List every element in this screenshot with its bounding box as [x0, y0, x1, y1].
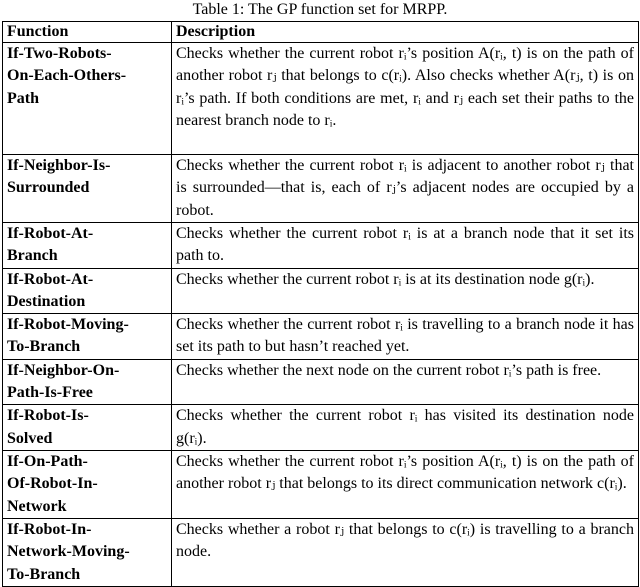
- table-caption: Table 1: The GP function set for MRPP.: [192, 1, 448, 18]
- description-cell: Checks whether the current robot rᵢ is travelling to a branch node it has set its path to but hasn’t reached yet.: [172, 314, 639, 360]
- function-name-cell: If-Two-Robots- On-Each-Others- Path: [3, 43, 172, 155]
- table-row: [3, 223, 639, 269]
- description-cell: Checks whether the next node on the current robot rᵢ’s path is free.: [172, 359, 639, 405]
- column-header-function: Function: [3, 22, 172, 43]
- function-name-cell: If-Robot-Moving- To-Branch: [3, 314, 172, 360]
- description-cell: Checks whether the current robot rᵢ is at its destination node g(rᵢ).: [172, 268, 639, 314]
- function-name-cell: If-Neighbor-On- Path-Is-Free: [3, 359, 172, 405]
- description-cell: Checks whether the current robot rᵢ is adjacent to another robot rⱼ that is surrounded—that is, each of rⱼ’s adjacent nodes are occupied by a robot.: [172, 155, 639, 223]
- function-name-cell: If-On-Path- Of-Robot-In- Network: [3, 450, 172, 518]
- function-name-cell: If-Robot-Is- Solved: [3, 405, 172, 451]
- description-cell: Checks whether the current robot rᵢ is at a branch node that it set its path to.: [172, 223, 639, 269]
- table-row: [3, 450, 639, 518]
- function-name-cell: If-Neighbor-Is- Surrounded: [3, 155, 172, 223]
- table-row: [3, 359, 639, 405]
- description-cell: Checks whether the current robot rᵢ’s position A(rᵢ, t) is on the path of another robot rⱼ that belongs to its direct communication network c(rᵢ).: [172, 450, 639, 518]
- table-row: [3, 314, 639, 360]
- function-name-cell: If-Robot-In- Network-Moving- To-Branch: [3, 518, 172, 586]
- function-name-cell: If-Robot-At- Branch: [3, 223, 172, 269]
- table-row: [3, 518, 639, 586]
- table-header-row: [3, 22, 639, 43]
- description-cell: Checks whether the current robot rᵢ’s position A(rᵢ, t) is on the path of another robot rⱼ that belongs to c(rᵢ). Also checks whether A(rⱼ, t) is on rᵢ’s path. If both conditions are met, rᵢ and rⱼ each set their paths to the nearest branch node to rᵢ.: [172, 43, 639, 155]
- table-row: [3, 155, 639, 223]
- table-row: [3, 405, 639, 451]
- column-header-description: Description: [172, 22, 639, 43]
- description-cell: Checks whether the current robot rᵢ has visited its destination node g(rᵢ).: [172, 405, 639, 451]
- function-name-cell: If-Robot-At- Destination: [3, 268, 172, 314]
- gp-function-table: [2, 21, 639, 587]
- table-row: [3, 43, 639, 155]
- description-cell: Checks whether a robot rⱼ that belongs to c(rᵢ) is travelling to a branch node.: [172, 518, 639, 586]
- table-row: [3, 268, 639, 314]
